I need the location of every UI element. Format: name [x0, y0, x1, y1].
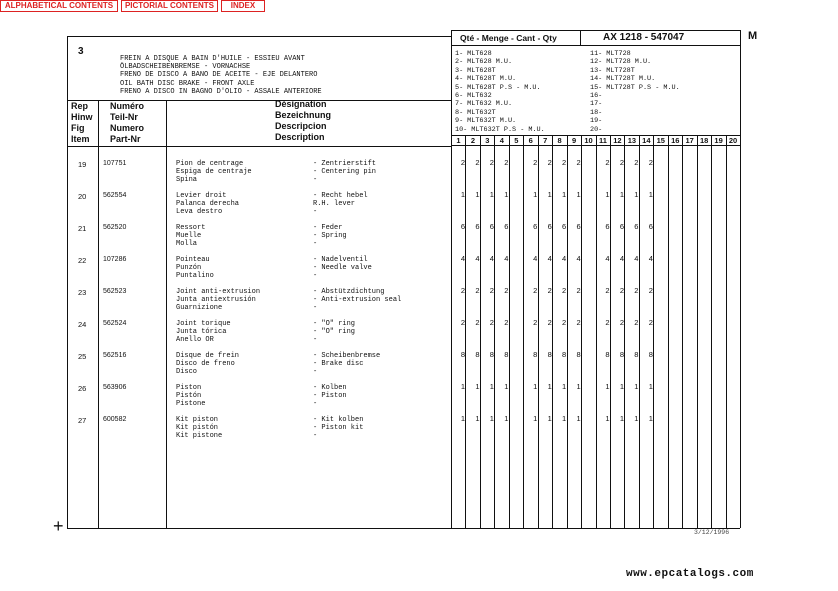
- quantity-cell: 1: [475, 414, 480, 423]
- quantity-cell: 2: [648, 158, 653, 167]
- model-number: 12-: [590, 58, 603, 67]
- model-number: 2-: [455, 58, 464, 67]
- page-number: 3: [78, 46, 84, 57]
- quantity-cell: 6: [562, 222, 567, 231]
- quantity-cell: 4: [634, 254, 639, 263]
- quantity-cell: 4: [460, 254, 466, 263]
- table-row: [0, 224, 740, 256]
- description-line: - Centering pin: [313, 168, 377, 176]
- description-primary: [176, 320, 231, 344]
- qty-column-divider: [740, 135, 741, 528]
- quantity-cell: 6: [634, 222, 639, 231]
- description-primary: [176, 192, 239, 216]
- quantity-cell: 1: [562, 414, 567, 423]
- description-primary: [176, 416, 222, 440]
- model-number: 19-: [590, 117, 603, 126]
- description-line: R.H. lever: [313, 200, 356, 208]
- quantity-cell: 1: [605, 414, 610, 423]
- qty-column-number: 18: [699, 136, 709, 145]
- quantity-cell: 1: [533, 414, 538, 423]
- model-number: 6-: [455, 92, 464, 101]
- description-line: Junta tórica: [176, 328, 227, 336]
- quantity-cell: 1: [504, 190, 509, 199]
- column-header-rep: Rep Hinw Fig Item: [71, 101, 93, 144]
- quantity-cell: 8: [475, 350, 480, 359]
- quantity-cell: 6: [619, 222, 625, 231]
- qty-column-number: 8: [557, 136, 562, 145]
- quantity-cell: 6: [475, 222, 480, 231]
- description-line: - "O" ring: [313, 320, 356, 328]
- model-number: 16-: [590, 92, 603, 101]
- description-line: - Brake disc: [313, 360, 364, 368]
- description-line: - Piston kit: [313, 424, 364, 432]
- model-number: 9-: [455, 117, 464, 126]
- description-line: -: [313, 272, 318, 280]
- tab-alphabetical-contents[interactable]: ALPHABETICAL CONTENTS: [0, 0, 118, 12]
- description-line: Joint torique: [176, 320, 231, 328]
- qty-column-number: 5: [514, 136, 519, 145]
- description-line: -: [313, 336, 318, 344]
- quantity-cell: 2: [504, 286, 509, 295]
- column-header-part-number: Numéro Teil-Nr Numero Part-Nr: [110, 101, 145, 144]
- model-name: MLT628 M.U.: [467, 58, 513, 67]
- description-line: - Recht hebel: [313, 192, 368, 200]
- model-name: MLT632T: [467, 108, 496, 117]
- quantity-cell: 2: [547, 286, 552, 295]
- quantity-cell: 2: [489, 286, 494, 295]
- quantity-cell: 6: [460, 222, 466, 231]
- item-number: 21: [78, 224, 87, 233]
- quantity-cell: 1: [504, 382, 509, 391]
- model-number: 17-: [590, 100, 603, 109]
- quantity-cell: 2: [619, 318, 625, 327]
- quantity-cell: 8: [562, 350, 567, 359]
- quantity-cell: 8: [533, 350, 538, 359]
- tab-index[interactable]: INDEX: [221, 0, 265, 12]
- quantity-cell: 1: [533, 190, 538, 199]
- description-line: Espiga de centraje: [176, 168, 252, 176]
- quantity-cell: 1: [562, 382, 567, 391]
- qty-column-number: 16: [671, 136, 680, 145]
- description-line: -: [313, 432, 318, 440]
- qty-column-number: 17: [685, 136, 694, 145]
- description-line: - Abstützdichtung: [313, 288, 385, 296]
- item-number: 19: [78, 160, 87, 169]
- qty-column-number: 1: [456, 136, 461, 145]
- title-line: FRENO A DISCO IN BAGNO D'OLIO - ASSALE ANTERIORE: [120, 87, 322, 96]
- description-line: Guarnizione: [176, 304, 223, 312]
- description-primary: [176, 224, 205, 248]
- table-row: [0, 416, 740, 448]
- model-number: 15-: [590, 83, 603, 92]
- model-name: MLT628T P.S - M.U.: [467, 83, 541, 92]
- model-number: 3-: [455, 66, 464, 75]
- qty-column-number: 11: [599, 136, 607, 145]
- quantity-cell: 1: [460, 414, 466, 423]
- quantity-cell: 2: [475, 318, 480, 327]
- part-number[interactable]: 562523: [103, 288, 127, 295]
- description-line: - Nadelventil: [313, 256, 368, 264]
- quantity-cell: 1: [460, 190, 466, 199]
- quantity-cell: 2: [562, 286, 567, 295]
- quantity-cell: 8: [547, 350, 552, 359]
- description-secondary: [313, 416, 363, 440]
- item-number: 20: [78, 192, 87, 201]
- quantity-cell: 6: [489, 222, 494, 231]
- print-date: 3/12/1996: [694, 529, 730, 536]
- quantity-cell: 1: [533, 382, 538, 391]
- quantity-cell: 8: [460, 350, 466, 359]
- description-line: -: [313, 176, 318, 184]
- quantity-cell: 2: [533, 286, 538, 295]
- model-name: MLT628: [467, 50, 492, 58]
- quantity-cell: 2: [562, 158, 567, 167]
- model-name: MLT628T M.U.: [467, 75, 517, 84]
- quantity-cell: 2: [504, 318, 509, 327]
- item-number: 23: [78, 288, 87, 297]
- model-name: MLT728: [606, 50, 631, 58]
- quantity-cell: 2: [533, 318, 538, 327]
- description-line: - Zentrierstift: [313, 160, 377, 168]
- model-name: MLT632T P.S - M.U.: [471, 125, 545, 134]
- description-secondary: [313, 384, 347, 408]
- description-line: Anello OR: [176, 336, 214, 344]
- description-line: Disco: [176, 368, 198, 376]
- qty-column-number: 9: [572, 136, 577, 145]
- quantity-cell: 8: [576, 350, 581, 359]
- description-line: Levier droit: [176, 192, 227, 200]
- title-line: OIL BATH DISC BRAKE - FRONT AXLE: [120, 79, 255, 88]
- qty-column-number: 15: [656, 136, 665, 145]
- description-line: Puntalino: [176, 272, 214, 280]
- quantity-cell: 4: [605, 254, 610, 263]
- model-number: 1-: [455, 50, 464, 58]
- watermark-link[interactable]: www.epcatalogs.com: [626, 568, 754, 580]
- quantity-cell: 4: [648, 254, 653, 263]
- item-number: 24: [78, 320, 87, 329]
- quantity-cell: 4: [547, 254, 552, 263]
- quantity-cell: 2: [547, 158, 552, 167]
- quantity-cell: 2: [634, 286, 639, 295]
- crosshair-mark: +: [53, 516, 64, 536]
- description-primary: [176, 352, 239, 376]
- quantity-cell: 2: [489, 158, 494, 167]
- description-secondary: [313, 320, 355, 344]
- quantity-cell: 8: [605, 350, 610, 359]
- item-number: 26: [78, 384, 87, 393]
- quantity-cell: 1: [619, 414, 625, 423]
- description-line: Punzón: [176, 264, 202, 272]
- quantity-cell: 6: [504, 222, 509, 231]
- quantity-cell: 1: [547, 382, 552, 391]
- quantity-cell: 4: [475, 254, 480, 263]
- description-line: -: [313, 368, 318, 376]
- quantity-cell: 2: [533, 158, 538, 167]
- description-line: - Spring: [313, 232, 347, 240]
- quantity-cell: 1: [547, 190, 552, 199]
- part-number[interactable]: 600582: [103, 416, 127, 423]
- quantity-cell: 1: [634, 414, 639, 423]
- description-primary: [176, 256, 214, 280]
- model-name: MLT632 M.U.: [467, 100, 513, 109]
- quantity-cell: 6: [648, 222, 653, 231]
- model-number: 11-: [590, 50, 603, 58]
- quantity-cell: 1: [504, 414, 509, 423]
- quantity-cell: 1: [605, 382, 610, 391]
- table-row: [0, 192, 740, 224]
- description-line: - Feder: [313, 224, 343, 232]
- description-secondary: [313, 352, 380, 376]
- part-number[interactable]: 562554: [103, 192, 127, 199]
- part-number[interactable]: 562516: [103, 352, 127, 359]
- quantity-cell: 1: [648, 414, 653, 423]
- model-number: 10-: [455, 125, 468, 134]
- description-line: Piston: [176, 384, 202, 392]
- model-name: MLT632: [467, 92, 492, 101]
- description-line: -: [313, 400, 318, 408]
- description-line: - Scheibenbremse: [313, 352, 381, 360]
- qty-column-number: 7: [543, 136, 548, 145]
- quantity-cell: 4: [576, 254, 581, 263]
- qty-column-number: 14: [642, 136, 651, 145]
- model-number: 20-: [590, 125, 603, 134]
- title-block: [120, 55, 322, 96]
- title-line: FREIN A DISQUE A BAIN D'HUILE - ESSIEU AVANT: [120, 55, 305, 63]
- quantity-cell: 8: [634, 350, 639, 359]
- model-number: 13-: [590, 66, 603, 75]
- item-number: 27: [78, 416, 87, 425]
- qty-column-number: 2: [470, 136, 476, 145]
- quantity-cell: 2: [475, 286, 480, 295]
- item-number: 22: [78, 256, 87, 265]
- description-line: - Piston: [313, 392, 347, 400]
- quantity-cell: 1: [605, 190, 610, 199]
- description-line: Muelle: [176, 232, 202, 240]
- quantity-cell: 2: [576, 158, 581, 167]
- description-line: Ressort: [176, 224, 206, 232]
- description-line: Pistón: [176, 392, 202, 400]
- quantity-cell: 6: [605, 222, 610, 231]
- quantity-cell: 4: [489, 254, 494, 263]
- description-line: Palanca derecha: [176, 200, 240, 208]
- qty-header: Qté - Menge - Cant - Qty: [460, 33, 557, 43]
- model-list-left: [455, 50, 545, 134]
- description-line: -: [313, 208, 318, 216]
- column-header-designation: Désignation Bezeichnung Descripcion Description: [275, 99, 332, 142]
- quantity-cell: 1: [576, 414, 581, 423]
- description-line: - Anti-extrusion seal: [313, 296, 402, 304]
- quantity-cell: 1: [547, 414, 552, 423]
- description-secondary: [313, 256, 372, 280]
- quantity-cell: 2: [504, 158, 509, 167]
- qty-column-number: 3: [485, 136, 490, 145]
- quantity-cell: 1: [576, 190, 581, 199]
- description-line: Pointeau: [176, 256, 210, 264]
- qty-column-number: 20: [728, 136, 738, 145]
- table-row: [0, 384, 740, 416]
- description-line: Pion de centrage: [176, 160, 244, 168]
- quantity-cell: 1: [475, 382, 480, 391]
- description-line: -: [313, 240, 318, 248]
- quantity-cell: 4: [533, 254, 538, 263]
- description-line: Leva destro: [176, 208, 223, 216]
- quantity-cell: 1: [562, 190, 567, 199]
- description-line: Disco de freno: [176, 360, 235, 368]
- model-name: MLT728T M.U.: [606, 75, 656, 84]
- quantity-cell: 2: [605, 286, 610, 295]
- quantity-cell: 2: [562, 318, 567, 327]
- description-line: Junta antiextrusión: [176, 296, 256, 304]
- description-line: - "O" ring: [313, 328, 356, 336]
- quantity-cell: 4: [562, 254, 567, 263]
- part-number[interactable]: 562524: [103, 320, 127, 327]
- quantity-cell: 2: [576, 318, 581, 327]
- quantity-cell: 2: [619, 158, 625, 167]
- quantity-cell: 1: [475, 190, 480, 199]
- quantity-cell: 1: [619, 382, 625, 391]
- model-name: MLT728T P.S - M.U.: [606, 83, 680, 92]
- quantity-cell: 8: [489, 350, 494, 359]
- qty-column-number: 13: [627, 136, 637, 145]
- quantity-cell: 2: [547, 318, 552, 327]
- model-name: MLT728T: [606, 66, 635, 75]
- table-row: [0, 256, 740, 288]
- description-line: Kit pistone: [176, 432, 223, 440]
- description-line: Kit piston: [176, 416, 219, 424]
- table-row: [0, 160, 740, 192]
- quantity-cell: 8: [619, 350, 625, 359]
- item-number: 25: [78, 352, 87, 361]
- quantity-cell: 2: [619, 286, 625, 295]
- description-line: Disque de frein: [176, 352, 240, 360]
- quantity-cell: 2: [475, 158, 480, 167]
- model-name: MLT728 M.U.: [606, 58, 652, 67]
- quantity-cell: 1: [489, 414, 494, 423]
- table-row: [0, 320, 740, 352]
- qty-column-number: 4: [499, 136, 504, 145]
- model-number: 4-: [455, 75, 464, 84]
- table-row: [0, 288, 740, 320]
- description-primary: [176, 288, 260, 312]
- description-secondary: [313, 224, 347, 248]
- quantity-cell: 6: [547, 222, 552, 231]
- tab-pictorial-contents[interactable]: PICTORIAL CONTENTS: [121, 0, 218, 12]
- quantity-cell: 1: [576, 382, 581, 391]
- quantity-cell: 2: [605, 318, 610, 327]
- description-primary: [176, 160, 252, 184]
- quantity-cell: 2: [605, 158, 610, 167]
- quantity-cell: 2: [460, 286, 466, 295]
- qty-column-number: 12: [613, 136, 622, 145]
- description-line: -: [313, 304, 318, 312]
- quantity-cell: 1: [460, 382, 466, 391]
- model-number: 14-: [590, 75, 603, 84]
- quantity-cell: 4: [504, 254, 509, 263]
- description-line: Joint anti-extrusion: [176, 288, 261, 296]
- description-secondary: [313, 288, 401, 312]
- part-number[interactable]: 563906: [103, 384, 127, 391]
- description-line: Spina: [176, 176, 198, 184]
- description-line: - Kolben: [313, 384, 347, 392]
- description-secondary: [313, 160, 376, 184]
- part-number[interactable]: 107286: [103, 256, 127, 263]
- description-primary: [176, 384, 205, 408]
- model-number: 5-: [455, 83, 464, 92]
- quantity-cell: 2: [648, 318, 653, 327]
- quantity-cell: 8: [504, 350, 509, 359]
- part-number[interactable]: 562520: [103, 224, 127, 231]
- part-number[interactable]: 107751: [103, 160, 127, 167]
- description-line: Pistone: [176, 400, 206, 408]
- quantity-cell: 1: [619, 190, 625, 199]
- corner-mark: M: [748, 30, 758, 42]
- quantity-cell: 2: [576, 286, 581, 295]
- reference-number: AX 1218 - 547047: [603, 32, 685, 43]
- description-secondary: [313, 192, 368, 216]
- quantity-cell: 1: [489, 382, 494, 391]
- quantity-cell: 8: [648, 350, 653, 359]
- model-number: 7-: [455, 100, 464, 109]
- quantity-cell: 1: [648, 382, 653, 391]
- quantity-cell: 4: [619, 254, 625, 263]
- description-line: Kit pistón: [176, 424, 219, 432]
- quantity-cell: 1: [634, 190, 639, 199]
- quantity-cell: 2: [634, 318, 639, 327]
- model-number: 8-: [455, 108, 464, 117]
- qty-column-number: 10: [584, 136, 593, 145]
- model-number: 18-: [590, 108, 603, 117]
- quantity-cell: 2: [634, 158, 639, 167]
- quantity-cell: 6: [533, 222, 538, 231]
- title-line: ÖLBADSCHEIBENBREMSE - VORNACHSE: [120, 63, 251, 72]
- quantity-cell: 2: [489, 318, 494, 327]
- title-line: FRENO DE DISCO A BANO DE ACEITE - EJE DELANTERO: [120, 71, 318, 80]
- quantity-cell: 1: [648, 190, 653, 199]
- quantity-cell: 6: [576, 222, 581, 231]
- quantity-cell: 2: [460, 158, 466, 167]
- quantity-cell: 1: [634, 382, 639, 391]
- qty-column-number: 19: [714, 136, 723, 145]
- quantity-cell: 2: [460, 318, 466, 327]
- description-line: - Kit kolben: [313, 416, 364, 424]
- model-name: MLT632T M.U.: [467, 117, 517, 126]
- quantity-cell: 1: [489, 190, 494, 199]
- model-name: MLT628T: [467, 66, 496, 75]
- description-line: Molla: [176, 240, 198, 248]
- table-row: [0, 352, 740, 384]
- model-list-right: [590, 50, 680, 134]
- qty-column-number: 6: [528, 136, 533, 145]
- quantity-cell: 2: [648, 286, 653, 295]
- description-line: - Needle valve: [313, 264, 372, 272]
